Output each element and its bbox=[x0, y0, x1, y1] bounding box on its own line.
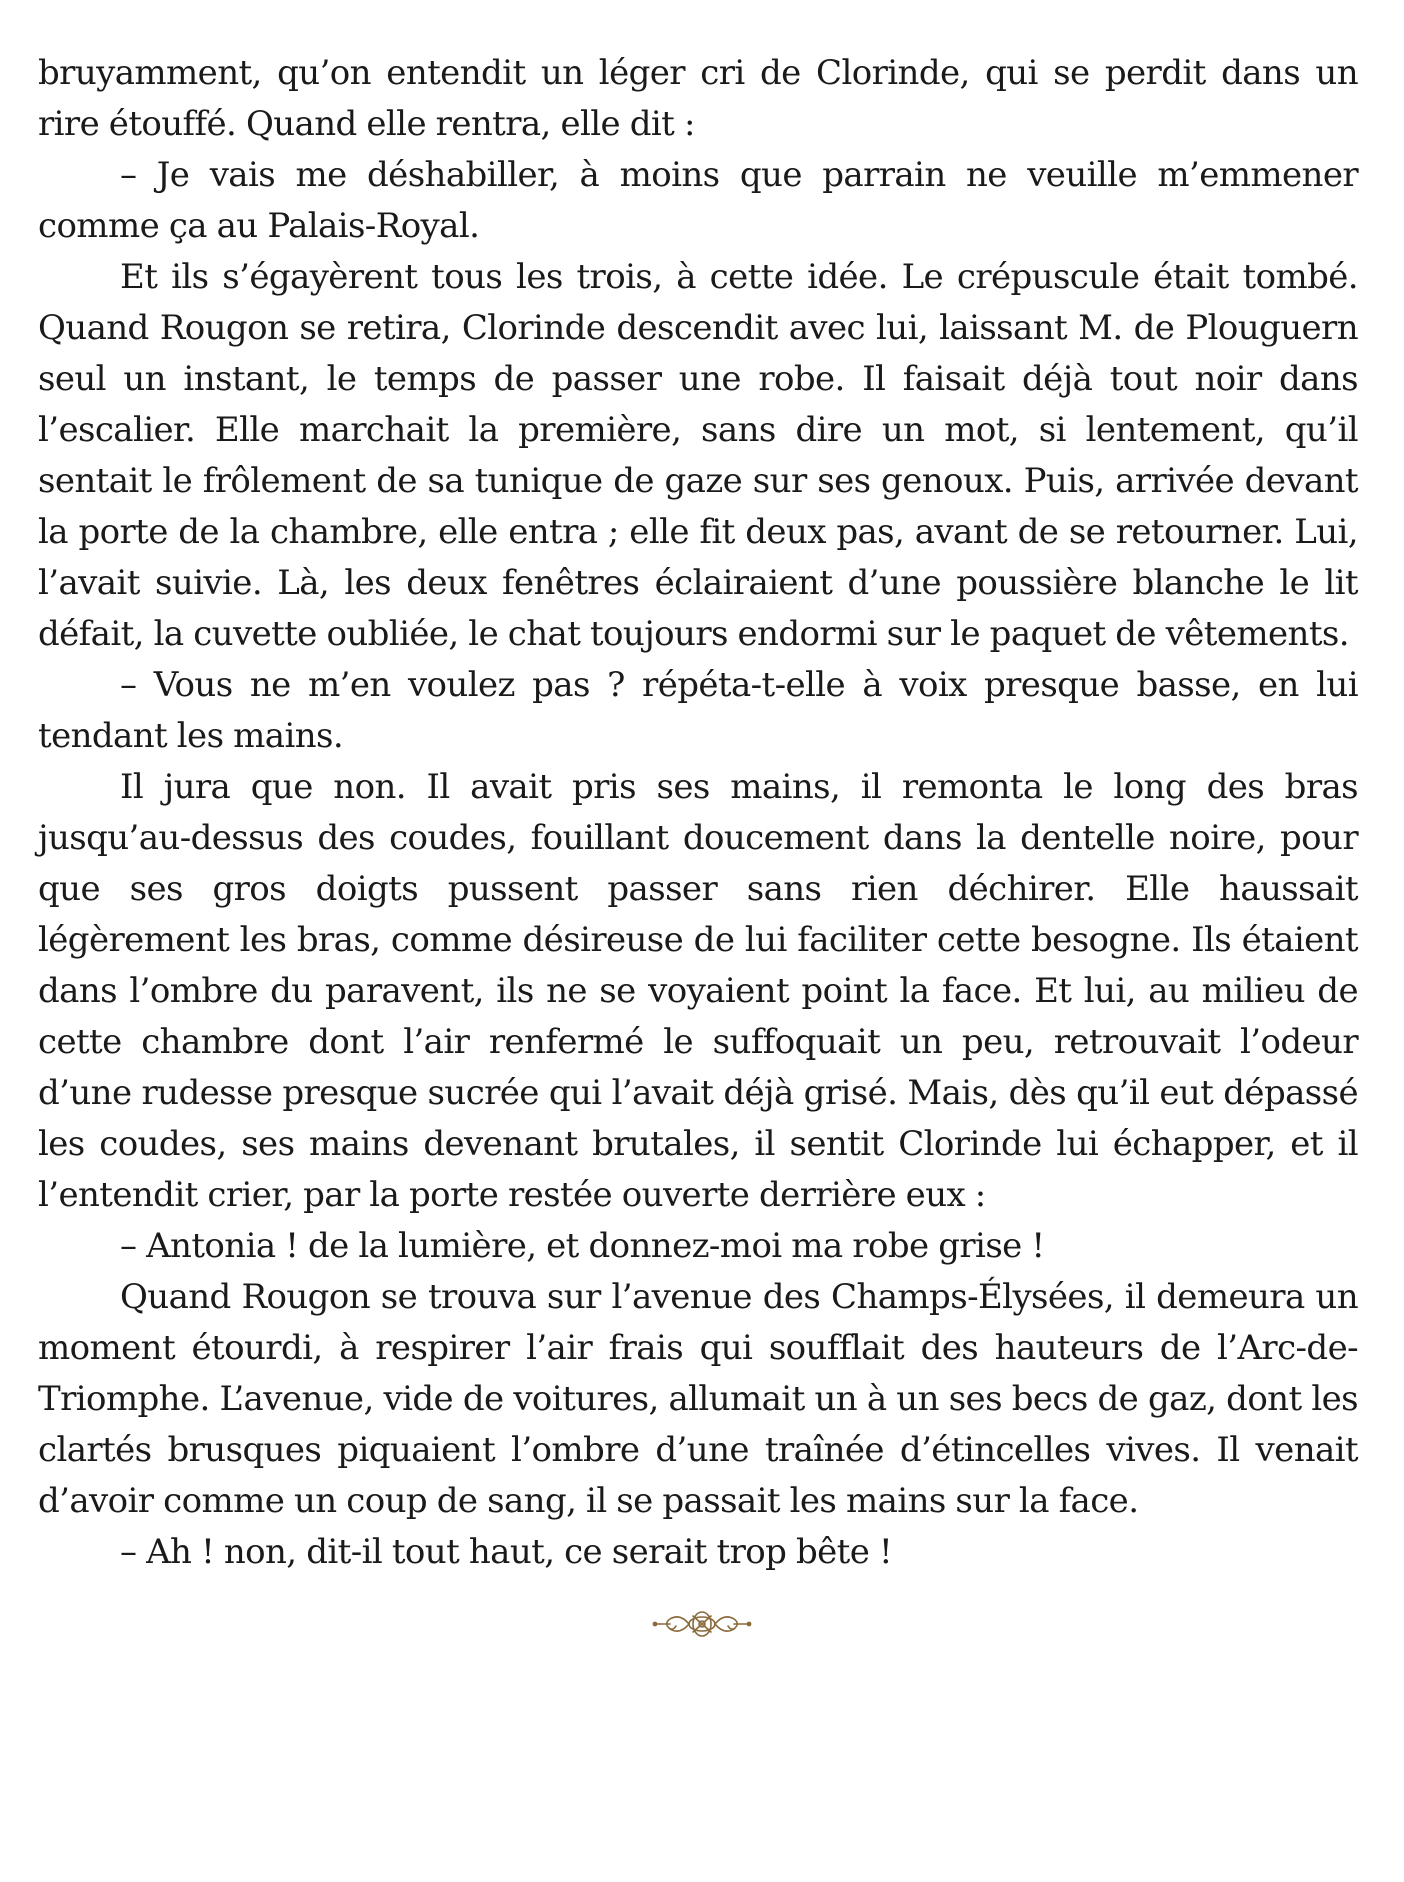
paragraph-continuation: bruyamment, qu’on entendit un léger cri de Clorinde, qui se perdit dans un rire étouffé. Quand elle rentra, elle dit : bbox=[38, 53, 1358, 144]
paragraph-dialogue-rougon: – Ah ! non, dit-il tout haut, ce serait trop bête ! bbox=[120, 1532, 893, 1572]
paragraph-dialogue-question: – Vous ne m’en voulez pas ? répéta-t-elle à voix presque basse, en lui tendant les mains. bbox=[38, 665, 1358, 756]
page-body bbox=[38, 48, 1358, 1578]
fleuron-ornament-icon bbox=[652, 1605, 752, 1643]
paragraph-narration-hands: Il jura que non. Il avait pris ses mains, il remonta le long des bras jusqu’au-dessus des coudes, fouillant doucement dans la dentelle noire, pour que ses gros doigts pussent passer sans rien déchirer. Elle haussait légèrement les bras, comme désireuse de lui faciliter cette besogne. Ils étaient dans l’ombre du paravent, ils ne se voyaient point la face. Et lui, au milieu de cette chambre dont l’air renfermé le suffoquait un peu, retrouvait l’odeur d’une rudesse presque sucrée qui l’avait déjà grisé. Mais, dès qu’il eut dépassé les coudes, ses mains devenant brutales, il sentit Clorinde lui échapper, et il l’entendit crier, par la porte restée ouverte derrière eux : bbox=[38, 767, 1358, 1215]
paragraph-dialogue-antonia: – Antonia ! de la lumière, et donnez-moi ma robe grise ! bbox=[120, 1226, 1045, 1266]
paragraph-narration-avenue: Quand Rougon se trouva sur l’avenue des Champs-Élysées, il demeura un moment étourdi, à respirer l’air frais qui soufflait des hauteurs de l’Arc-de-Triomphe. L’avenue, vide de voitures, allumait un à un ses becs de gaz, dont les clartés brusques piquaient l’ombre d’une traînée d’étincelles vives. Il venait d’avoir comme un coup de sang, il se passait les mains sur la face. bbox=[38, 1277, 1358, 1521]
paragraph-narration-staircase: Et ils s’égayèrent tous les trois, à cette idée. Le crépuscule était tombé. Quand Rougon se retira, Clorinde descendit avec lui, laissant M. de Plouguern seul un instant, le temps de passer une robe. Il faisait déjà tout noir dans l’escalier. Elle marchait la première, sans dire un mot, si lentement, qu’il sentait le frôlement de sa tunique de gaze sur ses genoux. Puis, arrivée devant la porte de la chambre, elle entra ; elle fit deux pas, avant de se retourner. Lui, l’avait suivie. Là, les deux fenêtres éclairaient d’une poussière blanche le lit défait, la cuvette oubliée, le chat toujours endormi sur le paquet de vêtements. bbox=[38, 257, 1358, 654]
paragraph-dialogue-clorinde: – Je vais me déshabiller, à moins que parrain ne veuille m’emmener comme ça au Palais-Royal. bbox=[38, 155, 1358, 246]
